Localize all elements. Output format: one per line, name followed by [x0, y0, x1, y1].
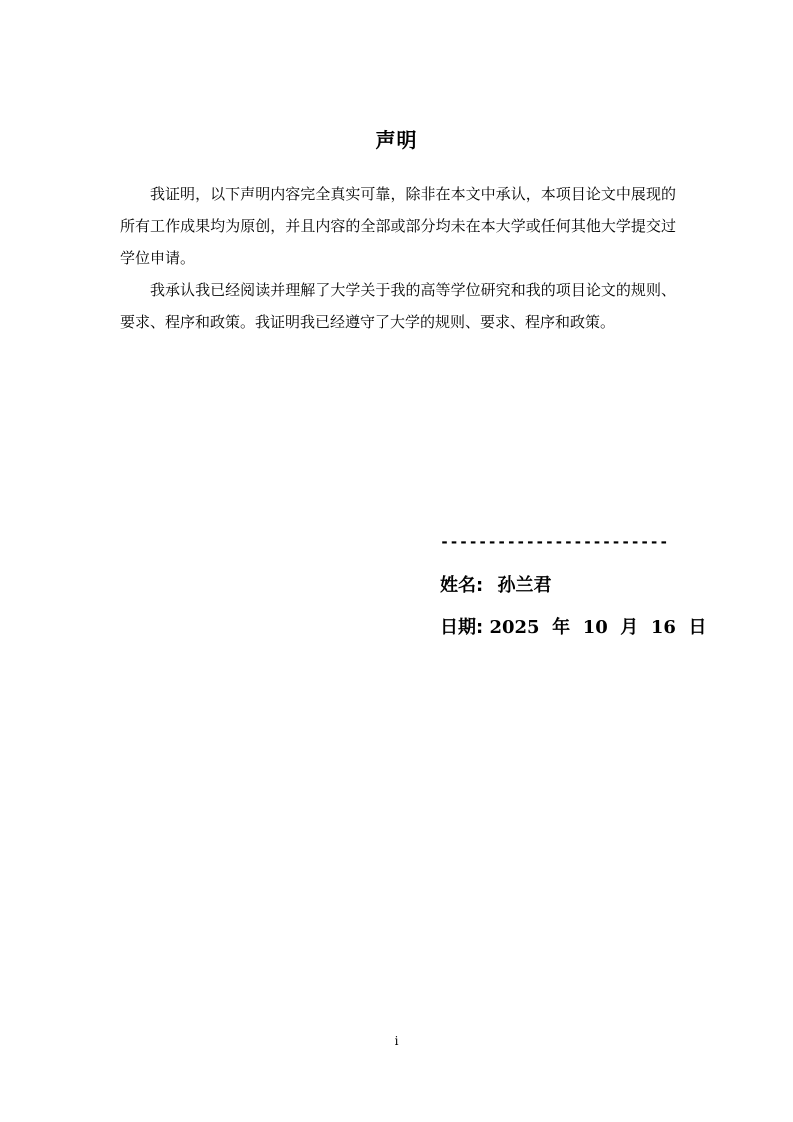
date-day: 16	[650, 617, 676, 638]
name-label: 姓名:	[440, 575, 484, 596]
page-number: i	[394, 1034, 399, 1048]
signature-name-row	[440, 571, 551, 597]
date-month-unit: 月	[620, 617, 639, 638]
date-year-unit: 年	[552, 617, 571, 638]
page-title: 声明	[375, 128, 418, 152]
declaration-paragraph-2: 我承认我已经阅读并理解了大学关于我的高等学位研究和我的项目论文的规则、要求、程序和政策。我证明我已经遵守了大学的规则、要求、程序和政策。	[120, 281, 676, 331]
signature-date-row	[440, 613, 706, 639]
declaration-paragraph-1: 我证明，以下声明内容完全真实可靠，除非在本文中承认，本项目论文中展现的所有工作成果均为原创，并且内容的全部或部分均未在本大学或任何其他大学提交过学位申请。	[120, 185, 676, 267]
date-label: 日期:	[440, 617, 484, 638]
name-value: 孙兰君	[497, 575, 552, 596]
date-day-unit: 日	[688, 617, 707, 638]
signature-line: ------------------------	[440, 533, 669, 551]
date-month: 10	[582, 617, 608, 638]
date-year: 2025	[489, 617, 540, 638]
